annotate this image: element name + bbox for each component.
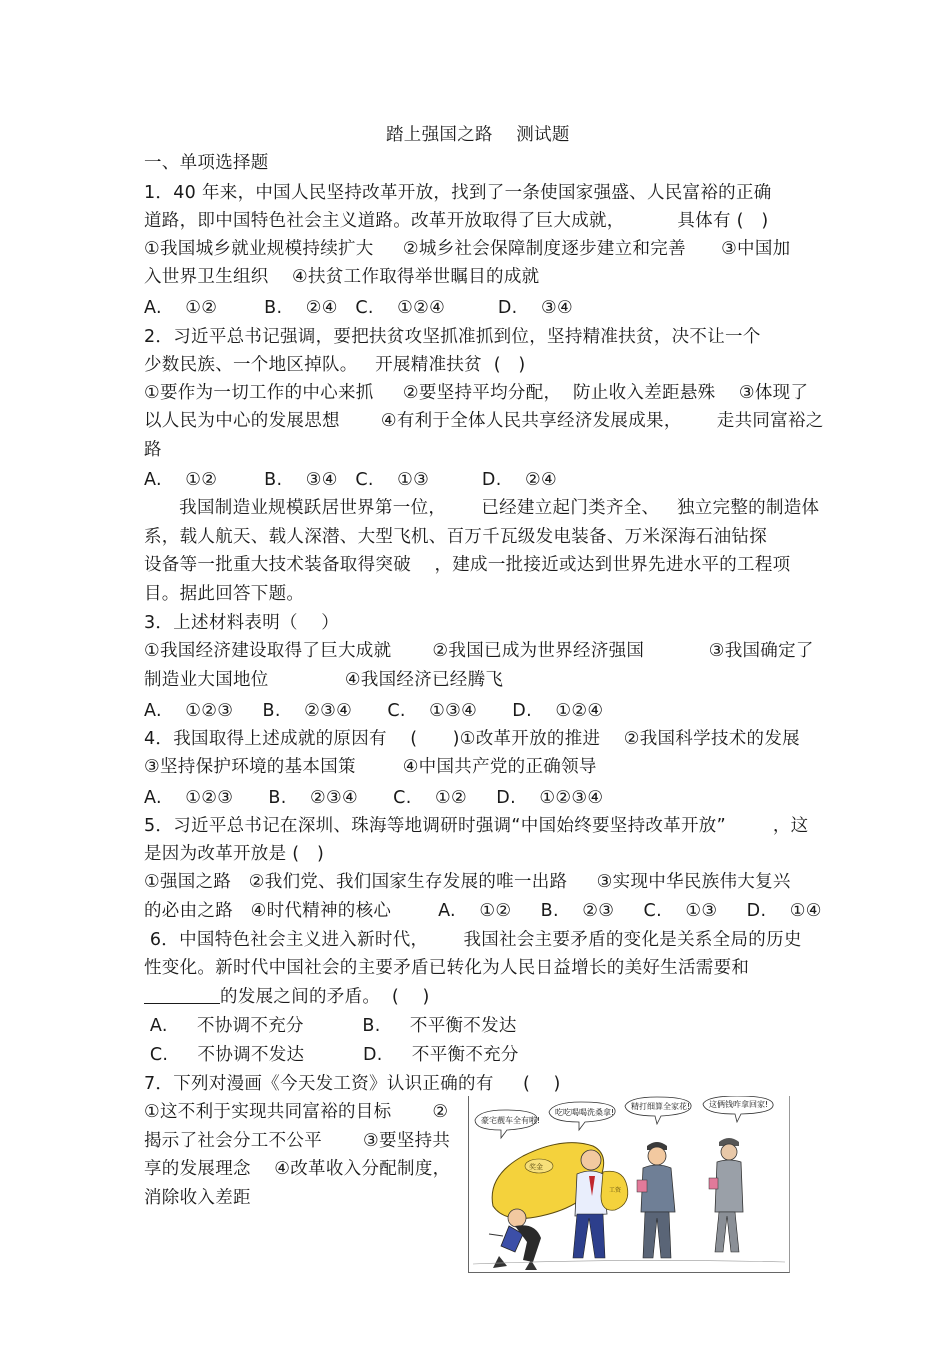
q2-option-line: 路 xyxy=(144,440,162,460)
q3-option-line: 制造业大国地位 ④我国经济已经腾飞 xyxy=(144,670,504,690)
bag-label: 工资 xyxy=(609,1187,622,1194)
q6-line xyxy=(144,986,430,1008)
q5-option-line: ①强国之路 ②我们党、我们国家生存发展的唯一出路 ③实现中华民族伟大复兴 xyxy=(144,872,791,892)
q7-option-line: 揭示了社会分工不公平 ③要坚持共 xyxy=(144,1131,451,1151)
cartoon-image xyxy=(468,1096,790,1273)
q2-answers: A. ①② B. ③④ C. ①③ D. ②④ xyxy=(144,470,557,490)
page-title: 踏上强国之路 测试题 xyxy=(386,125,570,145)
bubble-text: 吃吃喝喝洗桑拿! xyxy=(555,1108,615,1117)
q5-line: 是因为改革开放是 ( ) xyxy=(144,844,325,864)
q7-option-line: 消除收入差距 xyxy=(144,1188,251,1208)
q6-answers: A. 不协调不充分 B. 不平衡不发达 xyxy=(144,1016,517,1036)
speech-bubble xyxy=(625,1097,691,1124)
q4-answers: A. ①②③ B. ②③④ C. ①② D. ①②③④ xyxy=(144,788,604,808)
material-line: 目。据此回答下题。 xyxy=(144,584,305,604)
figure-poor-man xyxy=(709,1138,743,1252)
cartoon-drawing xyxy=(469,1096,789,1272)
q2-option-line: ①要作为一切工作的中心来抓 ②要坚持平均分配， 防止收入差距悬殊 ③体现了 xyxy=(144,383,809,403)
q6-line-text: 的发展之间的矛盾。 ( ) xyxy=(220,987,430,1007)
q4-line: 4．我国取得上述成就的原因有 ( )①改革开放的推进 ②我国科学技术的发展 xyxy=(144,729,800,749)
q1-line: 道路，即中国特色社会主义道路。改革开放取得了巨大成就， 具体有 ( ) xyxy=(144,211,769,231)
material-line: 设备等一批重大技术装备取得突破 ，建成一批接近或达到世界先进水平的工程项 xyxy=(144,555,791,575)
q6-line: 性变化。新时代中国社会的主要矛盾已转化为人民日益增长的美好生活需要和 xyxy=(144,958,750,978)
q5-line: 5．习近平总书记在深圳、珠海等地调研时强调“中国始终要坚持改革开放” ，这 xyxy=(144,816,809,836)
section-heading: 一、单项选择题 xyxy=(144,153,269,173)
q1-answers: A. ①② B. ②④ C. ①②④ D. ③④ xyxy=(144,298,573,318)
q2-option-line: 以人民为中心的发展思想 ④有利于全体人民共享经济发展成果， 走共同富裕之 xyxy=(144,411,824,431)
q6-answers: C. 不协调不发达 D. 不平衡不充分 xyxy=(144,1045,519,1065)
speech-bubble xyxy=(475,1110,540,1138)
q7-option-line: 享的发展理念 ④改革收入分配制度， xyxy=(144,1159,451,1179)
q4-option-line: ③坚持保护环境的基本国策 ④中国共产党的正确领导 xyxy=(144,757,597,777)
bubble-text: 豪宅靓车全有啦! xyxy=(481,1116,541,1125)
q2-line: 2．习近平总书记强调，要把扶贫攻坚抓准抓到位，坚持精准扶贫，决不让一个 xyxy=(144,327,761,347)
q1-option-line: ①我国城乡就业规模持续扩大 ②城乡社会保障制度逐步建立和完善 ③中国加 xyxy=(144,239,791,259)
bag-label: 奖金 xyxy=(529,1163,543,1171)
q1-option-line: 入世界卫生组织 ④扶贫工作取得举世瞩目的成就 xyxy=(144,267,540,287)
q3-line: 3．上述材料表明（ ） xyxy=(144,613,340,633)
q5-option-answers: 的必由之路 ④时代精神的核心 A. ①② B. ②③ C. ①③ D. ①④ xyxy=(144,901,822,921)
q1-line: 1．40 年来，中国人民坚持改革开放，找到了一条使国家强盛、人民富裕的正确 xyxy=(144,183,772,203)
material-line: 系，载人航天、载人深潜、大型飞机、百万千瓦级发电装备、万米深海石油钻探 xyxy=(144,527,767,547)
q2-line: 少数民族、一个地区掉队。 开展精准扶贫 ( ) xyxy=(144,355,526,375)
q6-line: 6．中国特色社会主义进入新时代， 我国社会主要矛盾的变化是关系全局的历史 xyxy=(144,930,802,950)
figure-worker xyxy=(637,1142,675,1258)
bubble-text: 这俩钱咋拿回家! xyxy=(709,1100,769,1109)
q7-option-line: ①这不利于实现共同富裕的目标 ② xyxy=(144,1102,449,1122)
fill-blank xyxy=(144,987,220,1004)
speech-bubble xyxy=(549,1102,615,1130)
speech-bubble xyxy=(703,1096,773,1122)
material-line: 我国制造业规模跃居世界第一位， 已经建立起门类齐全、 独立完整的制造体 xyxy=(144,498,820,518)
q3-option-line: ①我国经济建设取得了巨大成就 ②我国已成为世界经济强国 ③我国确定了 xyxy=(144,641,814,661)
q3-answers: A. ①②③ B. ②③④ C. ①③④ D. ①②④ xyxy=(144,701,604,721)
q7-line: 7．下列对漫画《今天发工资》认识正确的有 ( ) xyxy=(144,1074,561,1094)
bubble-text: 精打细算全家花! xyxy=(631,1102,691,1111)
